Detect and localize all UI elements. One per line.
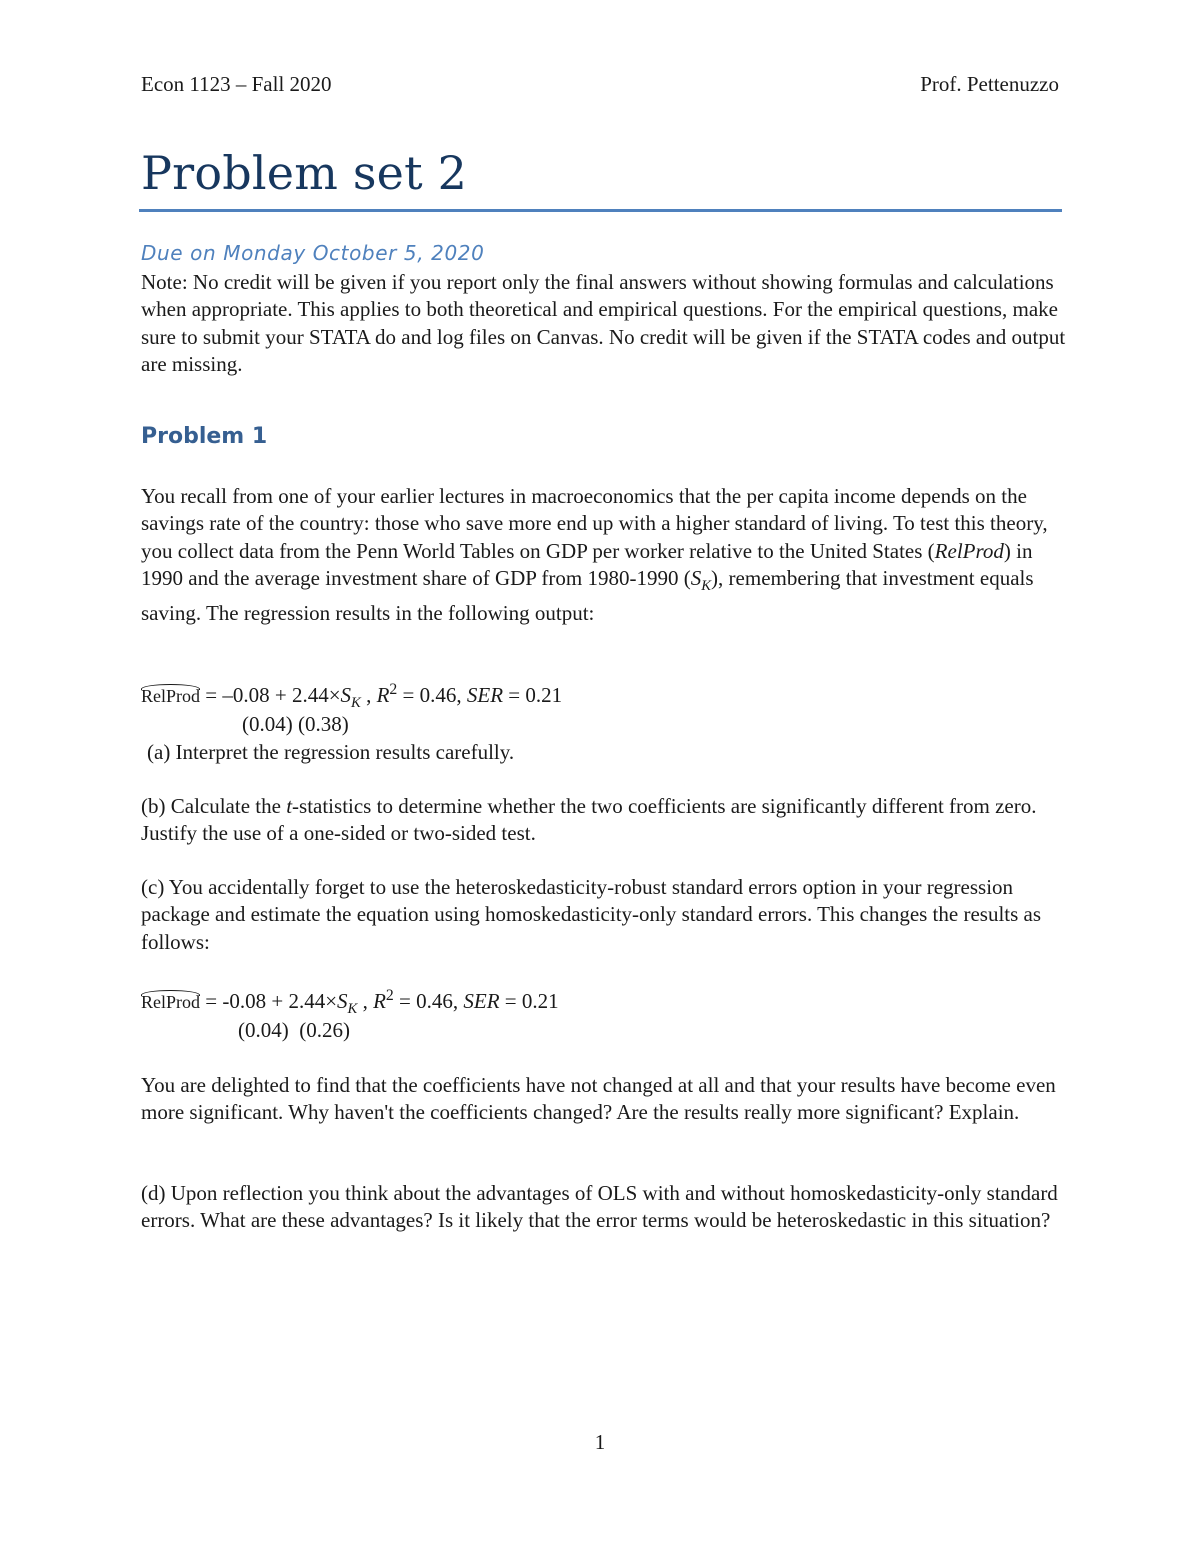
standard-errors-2: (0.04) (0.26): [238, 1018, 350, 1042]
instructor-label: Prof. Pettenuzzo: [920, 72, 1059, 96]
title-underline: [139, 209, 1062, 212]
problem-1-heading: Problem 1: [141, 424, 268, 449]
regression-equation-1: RelProd = $-0.08 + 2.44\times S_K$ , $R^2 = 0.46$, SER = 0.21: [141, 681, 563, 712]
delighted-paragraph: You are delighted to find that the coefficients have not changed at all and that your results have become even more significant. Why haven't the coefficients changed? Are the results really more significant? Explain.: [141, 1073, 1056, 1125]
regression-equation-2: RelProd = $-0.08 + 2.44\times S_K$ , $R^2 = 0.46$, SER = 0.21: [141, 987, 559, 1018]
part-c: (c) You accidentally forget to use the heteroskedasticity-robust standard errors option in your regression package and estimate the equation using homoskedasticity-only standard errors. This changes the results as follows:: [141, 875, 1042, 954]
part-a: (a) Interpret the regression results carefully.: [147, 740, 515, 764]
course-label: Econ 1123 – Fall 2020: [141, 72, 332, 96]
relprod-hat: RelProd: [141, 992, 201, 1012]
part-d: (d) Upon reflection you think about the advantages of OLS with and without homoskedasticity-only standard errors. What are these advantages? Is it likely that the error terms would be heteroskedastic in this situation?: [141, 1181, 1058, 1233]
due-date: Due on Monday October 5, 2020: [141, 241, 485, 265]
document-title: Problem set 2: [141, 146, 468, 200]
relprod-var: RelProd: [934, 538, 1004, 563]
page-header: [141, 72, 1059, 102]
page-number: 1: [594, 1430, 606, 1454]
standard-errors-1: (0.04) (0.38): [242, 712, 349, 736]
note-paragraph: Note: No credit will be given if you report only the final answers without showing formulas and calculations when appropriate. This applies to both theoretical and empirical questions. For the empirical questions, make sure to submit your STATA do and log files on Canvas. No credit will be given if the STATA codes and output are missing.: [141, 270, 1066, 376]
sk-var: $S_K$: [690, 565, 712, 595]
relprod-hat: RelProd: [141, 686, 201, 706]
part-b: (b) Calculate the t-statistics to determine whether the two coefficients are significantly different from zero. Justify the use of a one-sided or two-sided test.: [141, 794, 1037, 846]
problem-1-intro: You recall from one of your earlier lectures in macroeconomics that the per capita income depends on the savings rate of the country: those who save more end up with a higher standard of living. To test this theory, you collect data from the Penn World Tables on GDP per worker relative to the United States (RelProd) in 1990 and the average investment share of GDP from 1980-1990 $(S_K)$, remembering that investment equals saving. The regression results in the following output:: [141, 484, 1048, 626]
